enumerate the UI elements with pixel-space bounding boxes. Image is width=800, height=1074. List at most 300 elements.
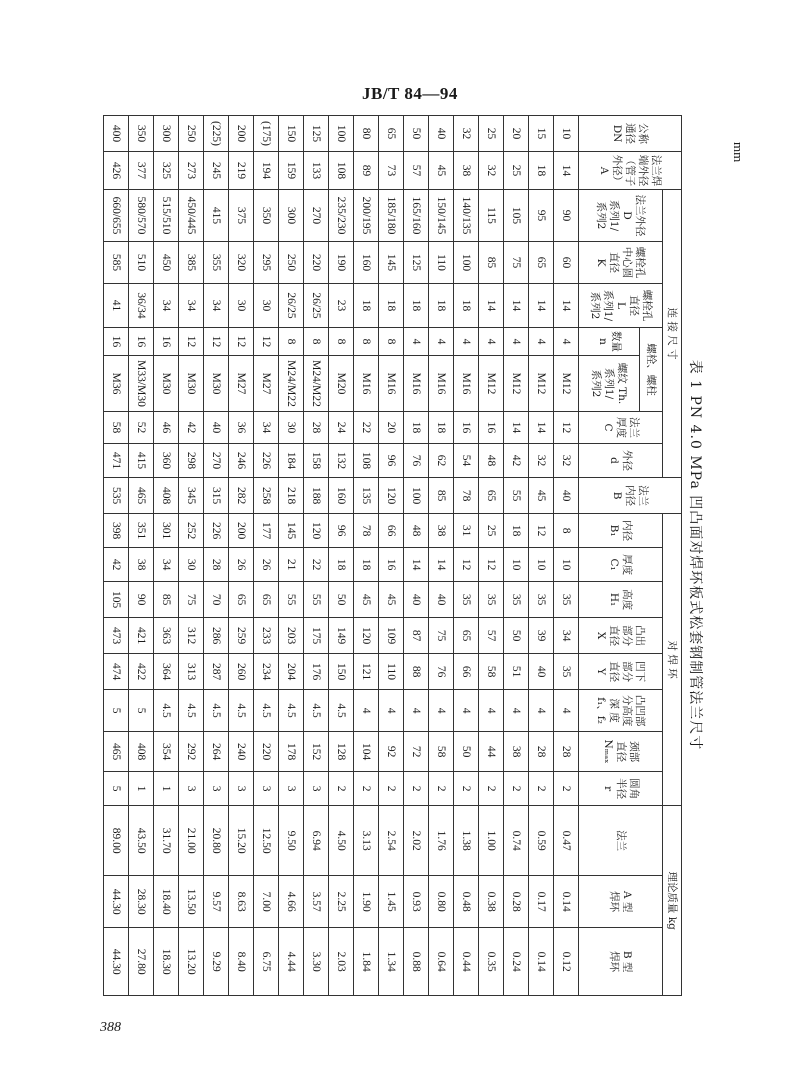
table-cell: 5 (104, 690, 129, 732)
header-line: 厚度 (615, 417, 627, 438)
table-cell: 14 (404, 548, 429, 582)
table-cell: 14 (554, 284, 579, 328)
table-cell: 203 (279, 618, 304, 654)
table-cell: 27.80 (129, 928, 154, 996)
table-cell: 3.13 (354, 806, 379, 876)
table-cell: 80 (354, 116, 379, 152)
table-cell: 133 (304, 152, 329, 190)
table-cell: 35 (454, 582, 479, 618)
table-cell: 85 (154, 582, 179, 618)
table-cell: 34 (154, 548, 179, 582)
table-cell: 25 (504, 152, 529, 190)
header-line: 直径 (608, 661, 621, 683)
table-cell: 355 (204, 242, 229, 284)
table-cell: 45 (354, 582, 379, 618)
group-mass-header: 理论质量 kg (663, 806, 682, 996)
table-cell: 465 (129, 478, 154, 514)
table-cell: 0.59 (529, 806, 554, 876)
flange-dimension-table (103, 115, 682, 996)
table-cell: 48 (404, 514, 429, 548)
rotated-table-block (110, 115, 708, 995)
header-line: 系列1/ (608, 199, 621, 232)
table-cell: 45 (429, 152, 454, 190)
table-cell: 36/34 (129, 284, 154, 328)
table-cell: 474 (104, 654, 129, 690)
header-line: 数量 (610, 331, 622, 352)
table-cell: 1.34 (379, 928, 404, 996)
table-cell: 360 (154, 444, 179, 478)
table-cell: 140/135 (454, 190, 479, 242)
table-cell: 14 (554, 152, 579, 190)
page-number: 388 (100, 1020, 121, 1035)
col-f-header (579, 690, 663, 732)
table-row (279, 116, 304, 996)
header-line: 外径 (621, 450, 634, 472)
table-cell: 48 (479, 444, 504, 478)
table-cell: 58 (104, 412, 129, 444)
table-cell: 408 (129, 732, 154, 772)
table-cell: 158 (304, 444, 329, 478)
table-cell: 4.5 (229, 690, 254, 732)
table-cell: 8.40 (229, 928, 254, 996)
table-row (404, 116, 429, 996)
table-cell: 26 (254, 548, 279, 582)
table-cell: 6.94 (304, 806, 329, 876)
table-cell: 4 (479, 690, 504, 732)
col-b-header (579, 478, 682, 514)
table-cell: 12.50 (254, 806, 279, 876)
table-cell: 471 (104, 444, 129, 478)
table-cell: M33/M30 (129, 356, 154, 412)
col-d-header (579, 190, 663, 242)
table-cell: 4 (554, 328, 579, 356)
table-cell: 57 (479, 618, 504, 654)
header-line: 内径 (624, 485, 637, 507)
table-cell: 250 (179, 116, 204, 152)
header-line: Y (595, 668, 608, 676)
table-cell: 135 (354, 478, 379, 514)
header-line: 凸凹部 (634, 694, 647, 727)
table-cell: 18 (529, 152, 554, 190)
table-cell: 54 (454, 444, 479, 478)
header-line: 厚度 (621, 554, 634, 576)
table-cell: 70 (204, 582, 229, 618)
col-b1-header (579, 514, 663, 548)
col-c1-header (579, 548, 663, 582)
table-cell: 2 (429, 772, 454, 806)
table-cell: 226 (204, 514, 229, 548)
table-cell: 4 (354, 690, 379, 732)
table-cell: 160 (354, 242, 379, 284)
table-cell: 204 (279, 654, 304, 690)
table-cell: 4.5 (304, 690, 329, 732)
table-cell: 273 (179, 152, 204, 190)
table-cell: 88 (404, 654, 429, 690)
table-cell: 12 (454, 548, 479, 582)
table-cell: 40 (204, 412, 229, 444)
table-cell: 219 (229, 152, 254, 190)
table-cell: 4 (504, 690, 529, 732)
table-cell: 2 (479, 772, 504, 806)
table-cell: 40 (554, 478, 579, 514)
header-line: 内径 (621, 520, 634, 542)
table-cell: 4 (429, 328, 454, 356)
table-cell: 34 (204, 284, 229, 328)
table-cell: 14 (429, 548, 454, 582)
table-cell: 4.66 (279, 876, 304, 928)
table-cell: 150 (279, 116, 304, 152)
table-cell: 65 (479, 478, 504, 514)
table-cell: 65 (529, 242, 554, 284)
table-cell: 350 (129, 116, 154, 152)
table-cell: 30 (179, 548, 204, 582)
table-cell: 12 (179, 328, 204, 356)
table-cell: 42 (179, 412, 204, 444)
table-cell: 177 (254, 514, 279, 548)
table-cell: M27 (229, 356, 254, 412)
table-cell: 250 (279, 242, 304, 284)
header-line: 公称 (637, 123, 650, 144)
table-cell: 535 (104, 478, 129, 514)
table-cell: 3 (179, 772, 204, 806)
header-line: 凸出 (634, 625, 647, 647)
col-x-header (579, 618, 663, 654)
table-cell: 10 (504, 548, 529, 582)
table-cell: M24/M22 (304, 356, 329, 412)
table-cell: 60 (554, 242, 579, 284)
table-cell: 28.30 (129, 876, 154, 928)
header-group-row (663, 116, 682, 996)
table-cell: 400 (104, 116, 129, 152)
table-cell: 1.76 (429, 806, 454, 876)
table-cell: 25 (479, 514, 504, 548)
table-cell: 426 (104, 152, 129, 190)
header-line: A 型 (621, 890, 634, 913)
table-cell: 28 (304, 412, 329, 444)
table-cell: 31 (454, 514, 479, 548)
table-cell: 226 (254, 444, 279, 478)
col-rd-header (579, 444, 663, 478)
table-cell: 75 (179, 582, 204, 618)
table-cell: 44.30 (104, 876, 129, 928)
col-y-header (579, 654, 663, 690)
table-cell: 2 (504, 772, 529, 806)
table-cell: 18 (454, 284, 479, 328)
table-cell: 0.14 (554, 876, 579, 928)
table-cell: 34 (179, 284, 204, 328)
table-body (104, 116, 579, 996)
table-cell: 585 (104, 242, 129, 284)
table-cell: 121 (354, 654, 379, 690)
table-row (379, 116, 404, 996)
table-cell: 58 (429, 732, 454, 772)
table-cell: 0.88 (404, 928, 429, 996)
table-cell: 345 (179, 478, 204, 514)
table-cell: 40 (404, 582, 429, 618)
header-line: B (611, 491, 624, 500)
header-line: 系列2 (590, 369, 603, 398)
table-cell: 5 (129, 690, 154, 732)
table-cell: 240 (229, 732, 254, 772)
table-cell: 270 (204, 444, 229, 478)
table-cell: 363 (154, 618, 179, 654)
table-cell: 5 (104, 772, 129, 806)
header-line: 部分 (621, 661, 634, 683)
table-cell: 270 (304, 190, 329, 242)
table-cell: 12 (229, 328, 254, 356)
table-cell: (175) (254, 116, 279, 152)
table-cell: 3 (229, 772, 254, 806)
table-cell: 0.44 (454, 928, 479, 996)
table-cell: 108 (329, 152, 354, 190)
table-cell: 259 (229, 618, 254, 654)
table-cell: 18.40 (154, 876, 179, 928)
table-cell: 2.03 (329, 928, 354, 996)
table-cell: 108 (354, 444, 379, 478)
table-cell: 510 (129, 242, 154, 284)
table-cell: 62 (429, 444, 454, 478)
table-cell: M20 (329, 356, 354, 412)
table-cell: 51 (504, 654, 529, 690)
table-cell: 188 (304, 478, 329, 514)
table-cell: 200 (229, 116, 254, 152)
table-cell: 65 (379, 116, 404, 152)
col-c-header (579, 412, 663, 444)
table-cell: 26 (229, 548, 254, 582)
table-cell: 315 (204, 478, 229, 514)
table-cell: 16 (454, 412, 479, 444)
table-cell: 0.64 (429, 928, 454, 996)
table-cell: 30 (229, 284, 254, 328)
table-cell: 325 (154, 152, 179, 190)
table-cell: 159 (279, 152, 304, 190)
table-cell: 190 (329, 242, 354, 284)
header-line: X (595, 631, 608, 640)
table-row (354, 116, 379, 996)
table-cell: 18 (504, 514, 529, 548)
table-cell: M16 (354, 356, 379, 412)
table-cell: 4 (404, 328, 429, 356)
header-line: A (598, 166, 611, 175)
header-line: C (602, 423, 614, 432)
table-cell: M27 (254, 356, 279, 412)
table-cell: 32 (554, 444, 579, 478)
header-line: f₁、f₂ (595, 697, 608, 724)
table-cell: 3 (279, 772, 304, 806)
table-cell: 0.12 (554, 928, 579, 996)
table-cell: 44 (479, 732, 504, 772)
table-cell: 110 (379, 654, 404, 690)
table-cell: 300 (279, 190, 304, 242)
table-cell: 1.90 (354, 876, 379, 928)
table-cell: M12 (529, 356, 554, 412)
table-cell: 18 (329, 548, 354, 582)
table-row (204, 116, 229, 996)
table-cell: 0.28 (504, 876, 529, 928)
header-line: 直径 (608, 252, 621, 273)
table-cell: 55 (304, 582, 329, 618)
table-cell: 125 (404, 242, 429, 284)
table-cell: 95 (529, 190, 554, 242)
table-cell: 282 (229, 478, 254, 514)
table-cell: 2 (379, 772, 404, 806)
table-cell: 14 (529, 412, 554, 444)
table-cell: 450 (154, 242, 179, 284)
table-cell: 450/445 (179, 190, 204, 242)
table-row (454, 116, 479, 996)
table-cell: 14 (504, 412, 529, 444)
table-row (479, 116, 504, 996)
header-line: 法兰外径 (634, 194, 647, 237)
col-mass-b-header (579, 928, 663, 996)
col-dn-header (579, 116, 682, 152)
table-cell: 12 (479, 548, 504, 582)
header-line: 深 度 (608, 698, 621, 723)
col-nmax-header (579, 732, 663, 772)
header-line: 法兰 (615, 830, 627, 852)
table-row (254, 116, 279, 996)
table-cell: 18 (429, 412, 454, 444)
table-cell: 152 (304, 732, 329, 772)
table-cell: 12 (529, 514, 554, 548)
table-cell: 14 (529, 284, 554, 328)
table-cell: 4.5 (254, 690, 279, 732)
group-bolts-header: 螺栓、螺柱 (640, 328, 663, 412)
table-cell: 4 (479, 328, 504, 356)
header-line: 焊环 (608, 951, 621, 973)
table-cell: 55 (279, 582, 304, 618)
group-connection-header: 连 接 尺 寸 (663, 190, 682, 478)
table-cell: 30 (279, 412, 304, 444)
table-cell: 4 (529, 690, 554, 732)
table-cell: 3 (204, 772, 229, 806)
table-cell: 32 (479, 152, 504, 190)
header-line: D (621, 211, 634, 220)
table-cell: 422 (129, 654, 154, 690)
table-cell: 40 (529, 654, 554, 690)
table-cell: 4.50 (329, 806, 354, 876)
unit-label: mm (731, 142, 746, 163)
group-ring-header: 对 焊 环 (663, 514, 682, 806)
table-cell: 200 (229, 514, 254, 548)
table-cell: 8 (304, 328, 329, 356)
table-cell: 96 (379, 444, 404, 478)
header-line: 直径 (615, 741, 627, 763)
table-cell: 185/180 (379, 190, 404, 242)
col-mass-flange-header (579, 806, 663, 876)
table-cell: 9.50 (279, 806, 304, 876)
table-cell: 220 (254, 732, 279, 772)
table-cell: 8.63 (229, 876, 254, 928)
table-cell: 0.80 (429, 876, 454, 928)
table-cell: 0.14 (529, 928, 554, 996)
table-cell: 178 (279, 732, 304, 772)
table-row (154, 116, 179, 996)
table-cell: 2 (454, 772, 479, 806)
header-sub-row (640, 116, 663, 996)
col-h1-header (579, 582, 663, 618)
table-cell: 10 (529, 548, 554, 582)
table-cell: 252 (179, 514, 204, 548)
header-line: H₁ (608, 592, 621, 607)
table-cell: 580/570 (129, 190, 154, 242)
table-cell: 145 (379, 242, 404, 284)
table-cell: 15 (529, 116, 554, 152)
table-cell: 39 (529, 618, 554, 654)
table-cell: 2 (354, 772, 379, 806)
table-cell: 515/510 (154, 190, 179, 242)
table-row (504, 116, 529, 996)
table-cell: 110 (429, 242, 454, 284)
table-cell: 65 (254, 582, 279, 618)
table-cell: M16 (379, 356, 404, 412)
table-cell: 120 (304, 514, 329, 548)
table-cell: 354 (154, 732, 179, 772)
col-r-header (579, 772, 663, 806)
header-line: Nₘₐₓ (602, 739, 614, 764)
header-line: r (602, 786, 614, 792)
table-cell: 38 (129, 548, 154, 582)
table-cell: 120 (354, 618, 379, 654)
table-cell: 32 (529, 444, 554, 478)
table-cell: 3 (254, 772, 279, 806)
table-cell: M24/M22 (279, 356, 304, 412)
table-cell: 0.35 (479, 928, 504, 996)
table-cell: 375 (229, 190, 254, 242)
table-cell: 18 (404, 412, 429, 444)
table-cell: 105 (104, 582, 129, 618)
table-cell: 1.38 (454, 806, 479, 876)
table-cell: M16 (404, 356, 429, 412)
table-cell: 385 (179, 242, 204, 284)
table-cell: 2.02 (404, 806, 429, 876)
table-cell: 40 (429, 582, 454, 618)
table-cell: 31.70 (154, 806, 179, 876)
table-cell: 85 (479, 242, 504, 284)
table-cell: 120 (379, 478, 404, 514)
table-cell: 16 (129, 328, 154, 356)
table-cell: 312 (179, 618, 204, 654)
table-row (329, 116, 354, 996)
table-cell: 36 (229, 412, 254, 444)
table-row (129, 116, 154, 996)
table-cell: 300 (154, 116, 179, 152)
table-cell: 4 (454, 328, 479, 356)
table-cell: 125 (304, 116, 329, 152)
table-cell: 7.00 (254, 876, 279, 928)
table-cell: 73 (379, 152, 404, 190)
col-n-header (579, 328, 640, 356)
table-cell: 16 (154, 328, 179, 356)
table-cell: 14 (479, 284, 504, 328)
header-line: 中心圆 (621, 246, 634, 279)
table-cell: 4 (379, 690, 404, 732)
table-cell: 12 (254, 328, 279, 356)
table-cell: 465 (104, 732, 129, 772)
table-cell: 58 (479, 654, 504, 690)
table-cell: 55 (504, 478, 529, 514)
table-cell: 175 (304, 618, 329, 654)
table-row (229, 116, 254, 996)
table-cell: 150 (329, 654, 354, 690)
table-cell: 0.47 (554, 806, 579, 876)
table-cell: 0.93 (404, 876, 429, 928)
table-cell: 1.45 (379, 876, 404, 928)
table-cell: 78 (354, 514, 379, 548)
header-line: C₁ (608, 558, 621, 571)
table-cell: 8 (279, 328, 304, 356)
table-cell: 2 (404, 772, 429, 806)
